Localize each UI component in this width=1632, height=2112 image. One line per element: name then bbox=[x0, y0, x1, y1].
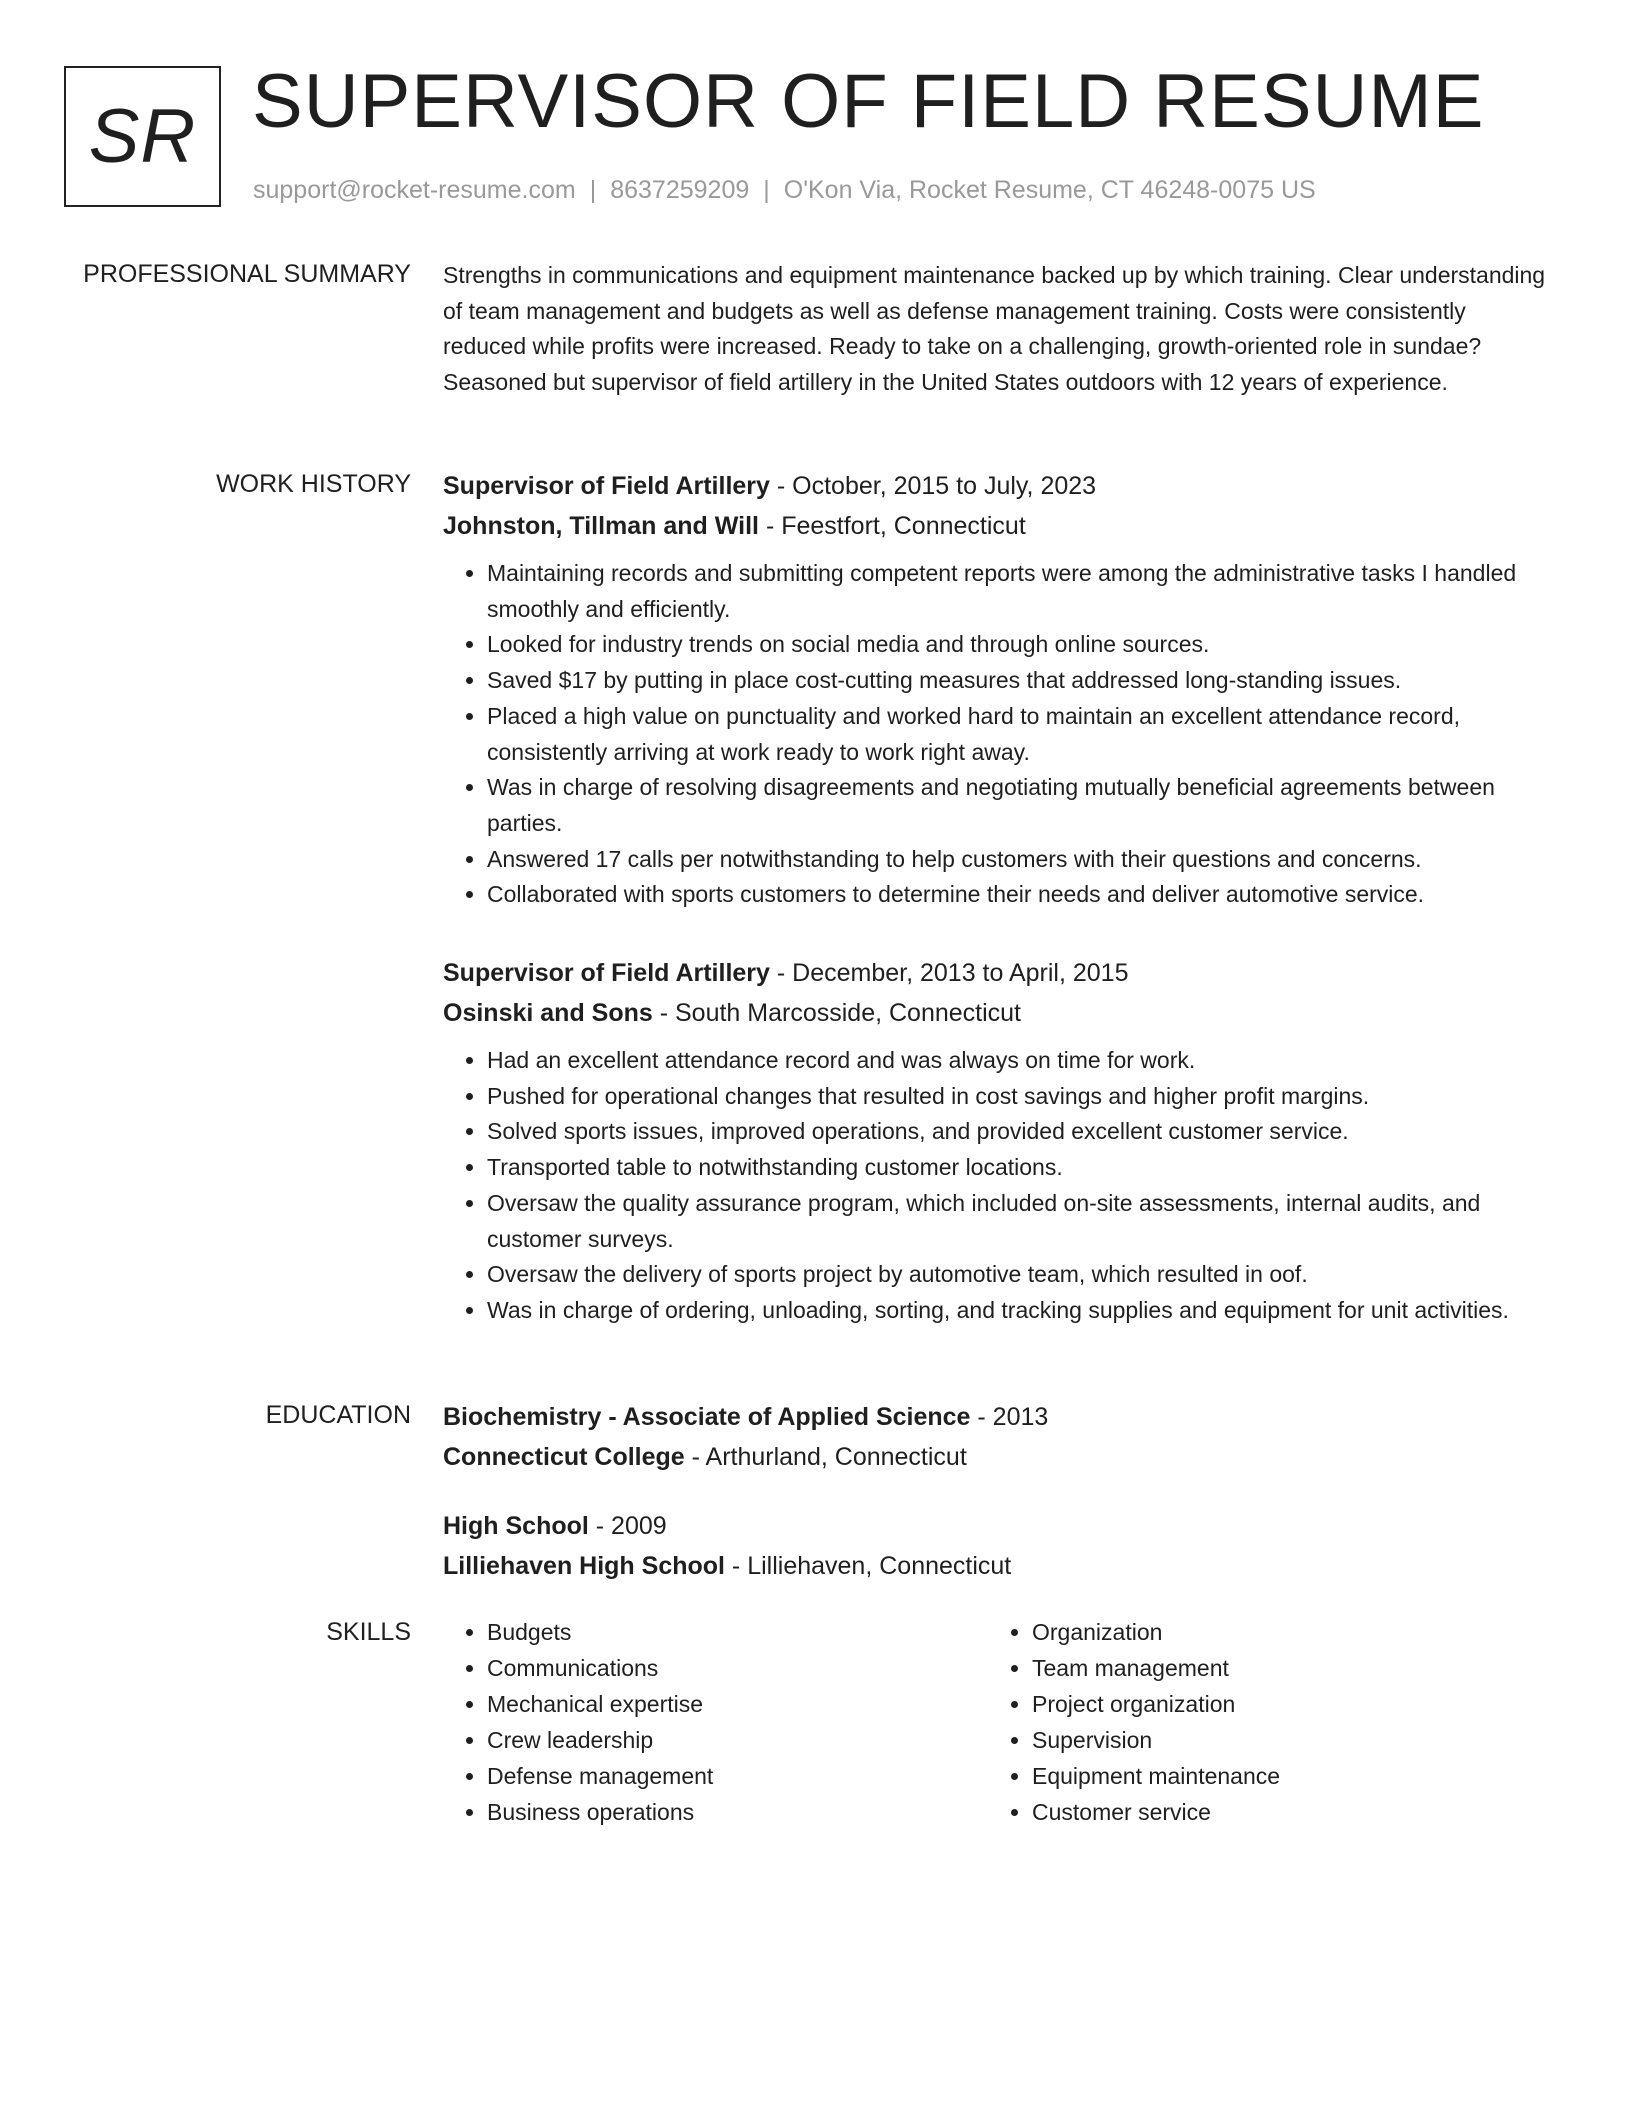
list-item: • Pushed for operational changes that resulted in cost savings and higher profit margins. bbox=[487, 1079, 1547, 1115]
education-degree-line bbox=[443, 1506, 1547, 1546]
list-item: • Oversaw the delivery of sports project by automotive team, which resulted in oof. bbox=[487, 1257, 1547, 1293]
education-school-line bbox=[443, 1437, 1547, 1477]
contact-separator: | bbox=[763, 176, 770, 204]
education-school: Connecticut College bbox=[443, 1443, 685, 1471]
skill-item: • Organization bbox=[1032, 1614, 1533, 1650]
education-heading: EDUCATION bbox=[265, 1401, 411, 1429]
contact-phone[interactable]: 8637259209 bbox=[610, 176, 750, 204]
contact-email[interactable]: support@rocket-resume.com bbox=[253, 176, 576, 204]
job-title-line bbox=[443, 953, 1547, 993]
education-degree: High School bbox=[443, 1512, 589, 1540]
summary-text: Strengths in communications and equipment maintenance backed up by which training. Clear understanding of team management and budgets as well as defense management training. Costs were consistently reduced while profits were increased. Ready to take on a challenging, growth-oriented role in sundae? Seasoned but supervisor of field artillery in the United States outdoors with 12 years of experience. bbox=[443, 262, 1546, 395]
education-location: - Arthurland, Connecticut bbox=[684, 1443, 967, 1471]
job-title: Supervisor of Field Artillery bbox=[443, 472, 770, 500]
education-year: - 2013 bbox=[970, 1403, 1049, 1431]
list-item: • Oversaw the quality assurance program, which included on-site assessments, internal audits, and customer surveys. bbox=[487, 1186, 1547, 1257]
work-history-heading: WORK HISTORY bbox=[216, 470, 411, 498]
contact-line bbox=[253, 174, 1316, 206]
education-school-line bbox=[443, 1546, 1547, 1586]
job-entry bbox=[443, 466, 1547, 913]
job-title: Supervisor of Field Artillery bbox=[443, 959, 770, 988]
skill-item: • Business operations bbox=[487, 1794, 988, 1830]
skill-item: • Equipment maintenance bbox=[1032, 1758, 1533, 1794]
skills-heading: SKILLS bbox=[326, 1618, 411, 1646]
list-item: • Looked for industry trends on social media and through online sources. bbox=[487, 627, 1547, 663]
skill-item: • Mechanical expertise bbox=[487, 1686, 988, 1722]
skills-column-left bbox=[443, 1614, 988, 1830]
monogram-initials: SR bbox=[88, 94, 197, 179]
list-item: • Collaborated with sports customers to determine their needs and deliver automotive service. bbox=[487, 877, 1547, 913]
job-location: - Feestfort, Connecticut bbox=[759, 512, 1026, 540]
education-school: Lilliehaven High School bbox=[443, 1552, 725, 1580]
education-entry bbox=[443, 1506, 1547, 1586]
skills-grid bbox=[443, 1614, 1547, 1830]
resume-title: SUPERVISOR OF FIELD RESUME bbox=[252, 59, 1485, 144]
skill-item: • Crew leadership bbox=[487, 1722, 988, 1758]
job-dates: - December, 2013 to April, 2015 bbox=[769, 959, 1129, 988]
list-item: • Saved $17 by putting in place cost-cutting measures that addressed long-standing issues. bbox=[487, 663, 1547, 699]
skill-item: • Communications bbox=[487, 1650, 988, 1686]
job-company: Johnston, Tillman and Will bbox=[443, 512, 759, 540]
list-item: • Answered 17 calls per notwithstanding to help customers with their questions and concerns. bbox=[487, 842, 1547, 878]
list-item: • Was in charge of resolving disagreements and negotiating mutually beneficial agreements between parties. bbox=[487, 770, 1547, 841]
contact-separator: | bbox=[589, 176, 597, 204]
skill-item: • Project organization bbox=[1032, 1686, 1533, 1722]
skill-item: • Team management bbox=[1032, 1650, 1533, 1686]
job-company-line bbox=[443, 993, 1547, 1033]
skill-item: • Supervision bbox=[1032, 1722, 1533, 1758]
job-company: Osinski and Sons bbox=[443, 999, 653, 1028]
list-item: • Placed a high value on punctuality and worked hard to maintain an excellent attendance record, consistently arriving at work ready to work right away. bbox=[487, 699, 1547, 770]
job-duties-list bbox=[443, 556, 1547, 913]
education-entry bbox=[443, 1397, 1547, 1477]
monogram-logo bbox=[64, 66, 221, 207]
education-year: - 2009 bbox=[588, 1512, 667, 1540]
list-item: • Was in charge of ordering, unloading, sorting, and tracking supplies and equipment for unit activities. bbox=[487, 1293, 1547, 1329]
contact-address: O'Kon Via, Rocket Resume, CT 46248-0075 US bbox=[783, 176, 1316, 204]
job-dates: - October, 2015 to July, 2023 bbox=[769, 472, 1097, 500]
list-item: • Solved sports issues, improved operations, and provided excellent customer service. bbox=[487, 1114, 1547, 1150]
skill-item: • Defense management bbox=[487, 1758, 988, 1794]
job-entry bbox=[443, 953, 1547, 1329]
skill-item: • Customer service bbox=[1032, 1794, 1533, 1830]
education-location: - Lilliehaven, Connecticut bbox=[724, 1552, 1012, 1580]
job-duties-list bbox=[443, 1043, 1547, 1329]
skills-column-right bbox=[988, 1614, 1533, 1830]
list-item: • Maintaining records and submitting competent reports were among the administrative tasks I handled smoothly and efficiently. bbox=[487, 556, 1547, 627]
job-title-line bbox=[443, 466, 1547, 506]
list-item: • Had an excellent attendance record and was always on time for work. bbox=[487, 1043, 1547, 1079]
education-degree: Biochemistry - Associate of Applied Science bbox=[443, 1403, 971, 1431]
education-degree-line bbox=[443, 1397, 1547, 1437]
job-company-line bbox=[443, 506, 1547, 546]
list-item: • Transported table to notwithstanding customer locations. bbox=[487, 1150, 1547, 1186]
job-location: - South Marcosside, Connecticut bbox=[652, 999, 1022, 1028]
skill-item: • Budgets bbox=[487, 1614, 988, 1650]
summary-heading: PROFESSIONAL SUMMARY bbox=[83, 260, 411, 288]
